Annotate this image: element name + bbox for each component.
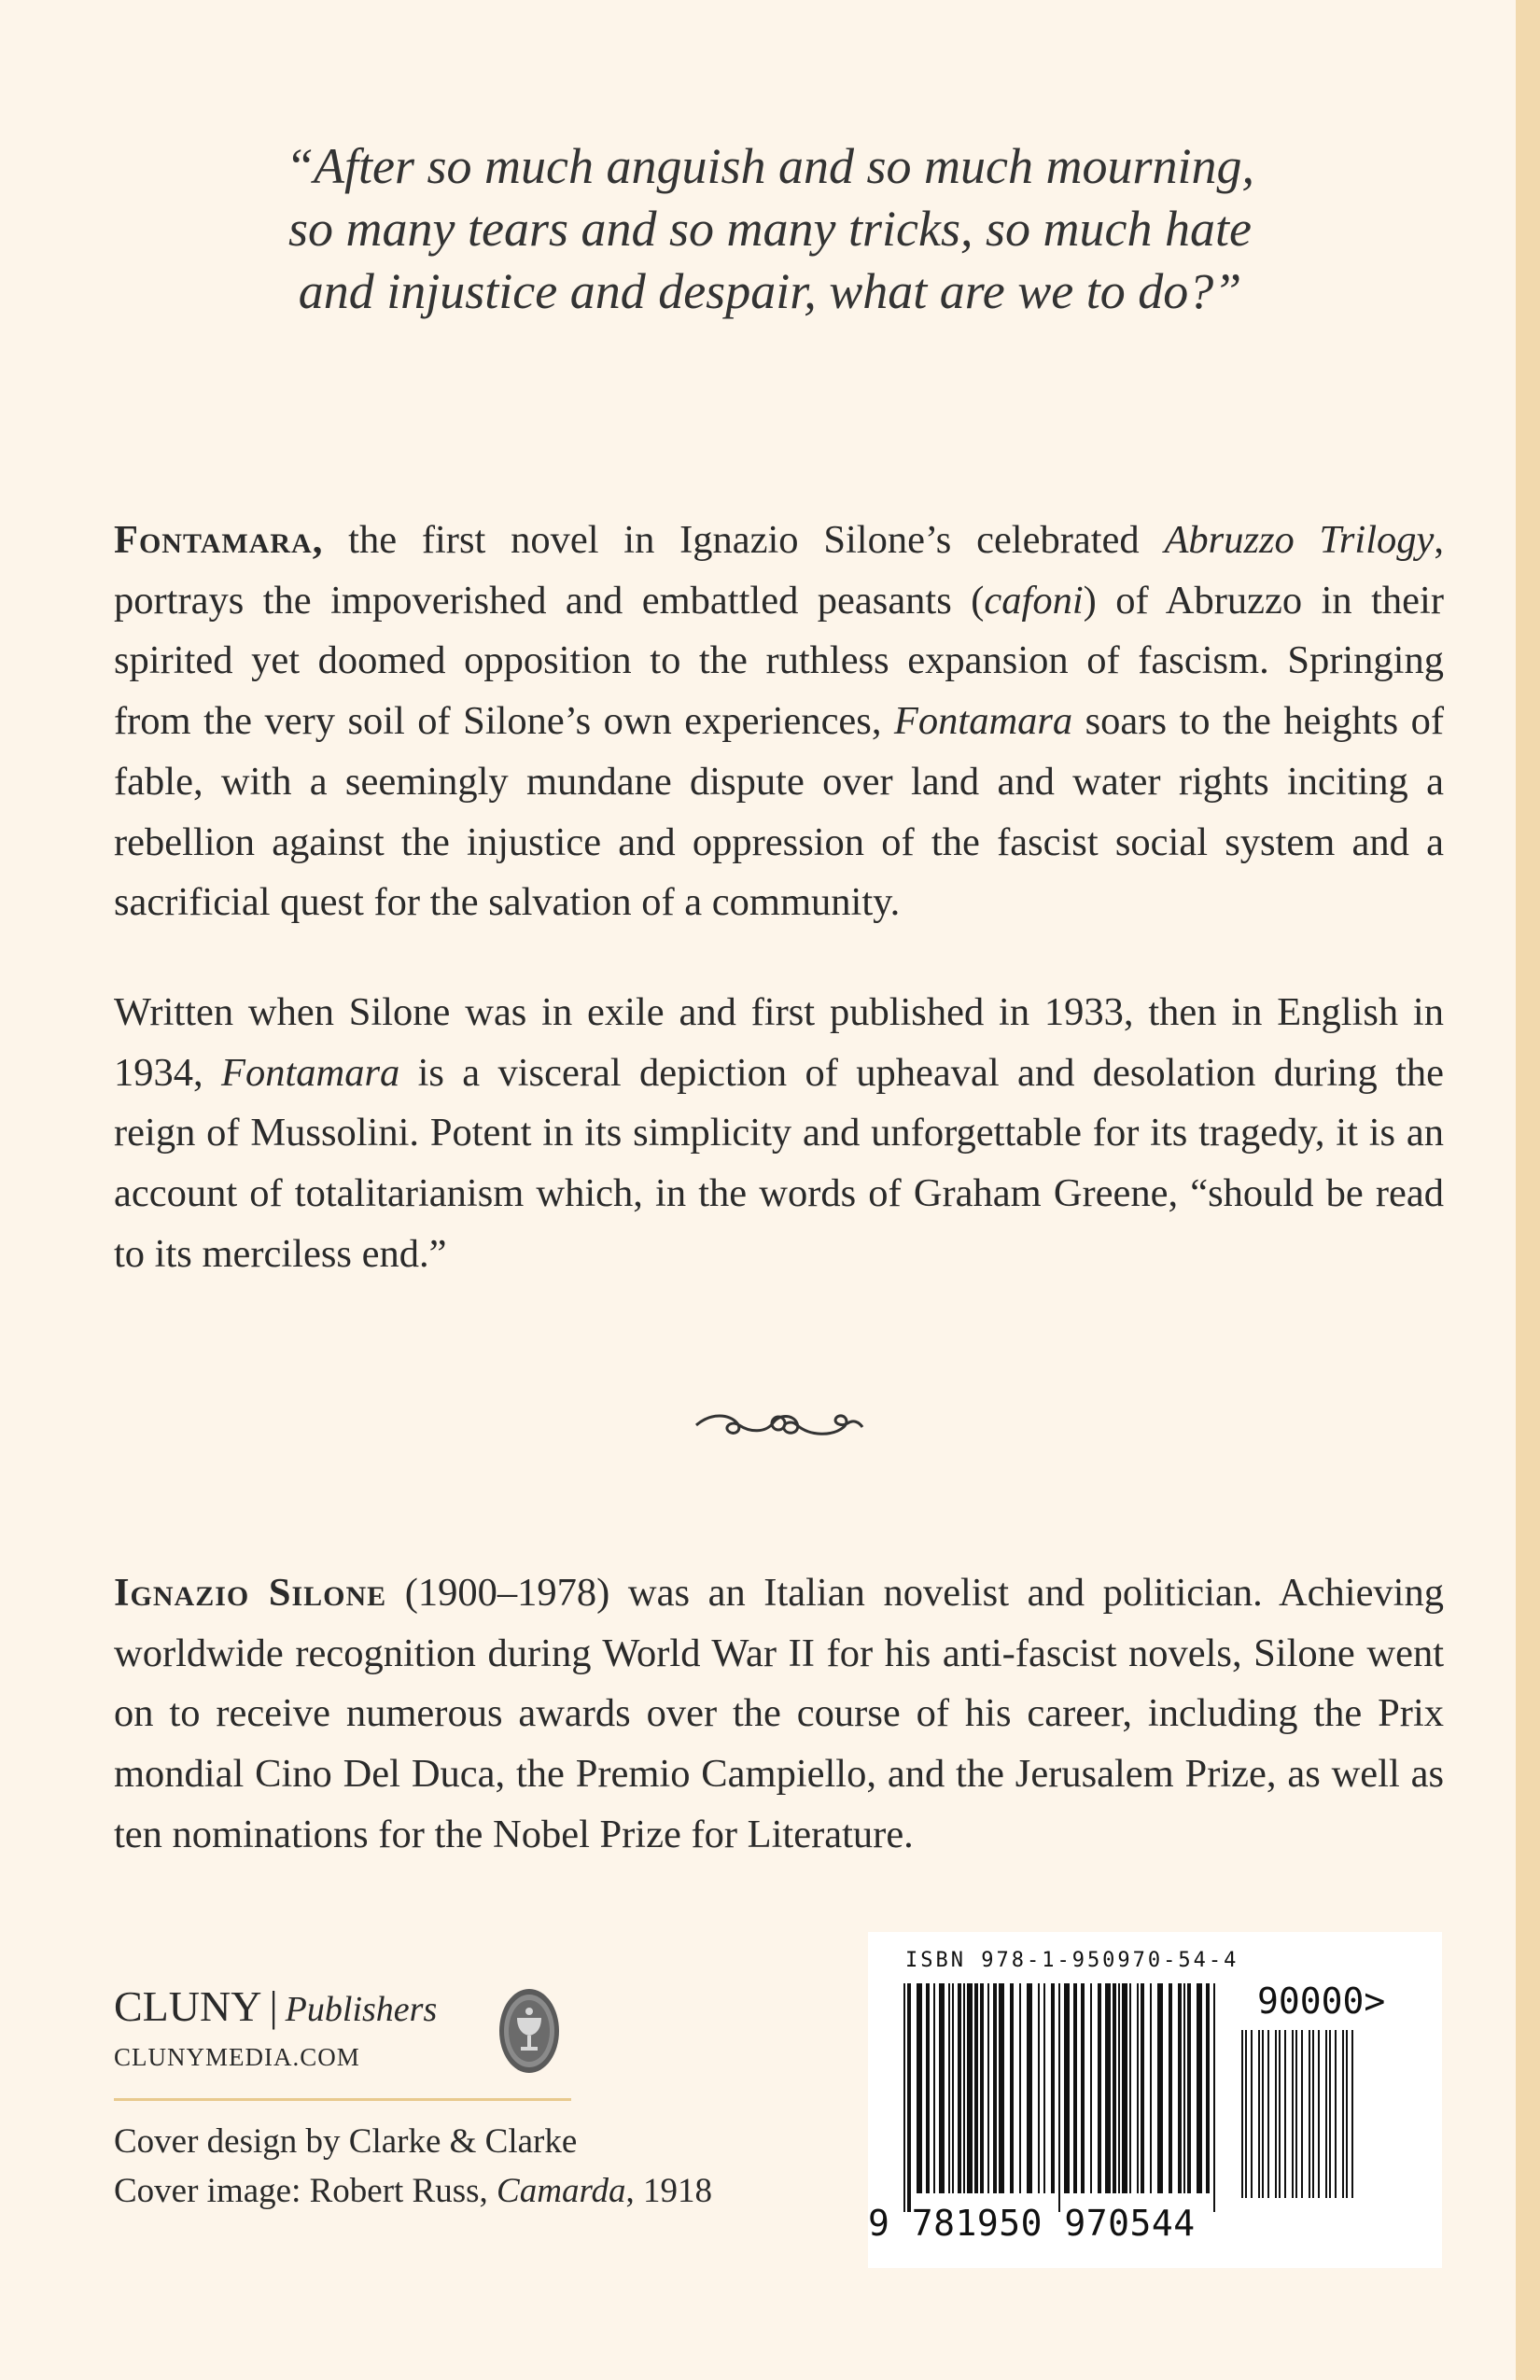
description-paragraph-2: [114, 983, 1444, 1285]
barcode-bar: [1038, 1983, 1040, 2193]
barcode-bar: [1342, 2030, 1344, 2198]
barcode-bar: [1122, 1983, 1127, 2193]
price-code-label: 90000>: [1257, 1981, 1386, 2022]
barcode-bar: [1073, 1983, 1077, 2193]
barcode-bar: [1027, 1983, 1032, 2193]
barcode-bar: [1351, 2030, 1353, 2198]
text-run: Written when Silone was in exile and first published in 1933, then in English in 1934,: [114, 990, 1444, 1095]
italic-run: Fontamara: [220, 1050, 400, 1095]
barcode-bar: [1169, 1983, 1172, 2193]
barcode-bar: [1213, 1983, 1215, 2212]
design-credit: Cover design by Clarke & Clarke: [114, 2122, 578, 2161]
text-run: , portrays the impoverished and embattled peasants (: [114, 518, 1444, 623]
isbn-label: ISBN 978-1-950970-54-4: [905, 1949, 1239, 1972]
author-bio: [114, 1563, 1444, 1866]
barcode-bar: [1081, 1983, 1085, 2193]
barcode-bar: [1118, 1983, 1120, 2193]
barcode-bar: [1251, 2030, 1253, 2198]
cover-credits: [114, 2117, 767, 2216]
barcode-bar: [1325, 2030, 1327, 2198]
barcode-bar: [907, 1983, 911, 2212]
barcode-bar: [1113, 1983, 1116, 2193]
barcode-bar: [1010, 1983, 1014, 2193]
barcode-bar: [939, 1983, 945, 2193]
addon-barcode-bars: [1241, 2030, 1363, 2203]
barcode-bar: [963, 1983, 965, 2193]
barcode-bar: [1187, 1983, 1191, 2193]
quote-line: and injustice and despair, what are we to do?”: [298, 263, 1242, 319]
barcode-bar: [1137, 1983, 1139, 2193]
italic-run: Abruzzo Trilogy: [1164, 518, 1435, 562]
barcode-bar: [917, 1983, 922, 2193]
barcode-bar: [1301, 2030, 1303, 2198]
barcode-bar: [1335, 2030, 1337, 2198]
barcode-bar: [952, 1983, 954, 2193]
barcode-bar: [1141, 1983, 1144, 2193]
publisher-name: CLUNY: [114, 1982, 262, 2030]
barcode-bar: [1245, 2030, 1247, 2198]
barcode-bar: [1295, 2030, 1297, 2198]
barcode-bar: [1064, 1983, 1070, 2193]
image-credit-prefix: Cover image: Robert Russ,: [114, 2172, 497, 2210]
barcode-bar: [1183, 1983, 1185, 2193]
spine-edge-strip: [1516, 0, 1540, 2380]
barcode-bar: [1019, 1983, 1021, 2193]
chalice-seal-icon: [497, 1986, 562, 2076]
barcode-bar: [1292, 2030, 1294, 2198]
barcode-bar: [1275, 2030, 1277, 2198]
barcode-bar: [1279, 2030, 1281, 2198]
barcode-bar: [1178, 1983, 1182, 2193]
italic-run: cafoni: [984, 578, 1084, 623]
bio-text: (1900–1978) was an Italian novelist and politician. Achieving worldwide recognition during World War II for his anti-fascist novels, Silone went on to receive numerous awards over the course of his career, including the Prix mondial Cino Del Duca, the Premio Campiello, and the Jerusalem Prize, as well as ten nominations for the Nobel Prize for Literature.: [114, 1571, 1444, 1856]
quote-line: so many tears and so many tricks, so much hate: [288, 201, 1252, 257]
barcode-bar: [974, 1983, 978, 2193]
barcode-bar: [967, 1983, 973, 2193]
barcode-bar: [1129, 1983, 1131, 2193]
epigraph-quote: [233, 135, 1307, 323]
barcode-bar: [1329, 2030, 1331, 2198]
barcode-bar: [1258, 2030, 1260, 2198]
barcode-bar: [1098, 1983, 1101, 2193]
publisher-subtitle: Publishers: [285, 1990, 438, 2029]
barcode-bar: [1090, 1983, 1092, 2193]
barcode-bar: [987, 1983, 989, 2193]
text-run: is a visceral depiction of upheaval and desolation during the reign of Mussolini. Potent in its simplicity and unforgettable for its tragedy, it is an account of totalitarianism which, in the words of Graham Greene, “should be read to its merciless end.”: [114, 1050, 1445, 1276]
ean-digits-label: 9 781950 970544: [868, 2203, 1196, 2244]
divider-rule: [114, 2098, 571, 2101]
publisher-url: CLUNYMEDIA.COM: [114, 2043, 360, 2071]
barcode-bar: [1346, 2030, 1348, 2198]
barcode-bar: [1058, 1983, 1060, 2212]
barcode-bar: [958, 1983, 961, 2193]
text-run: ) of Abruzzo in their spirited yet doomed opposition to the ruthless expansion of fascism. Springing from the very soil of Silone’s own experiences,: [114, 578, 1444, 744]
image-credit-suffix: , 1918: [625, 2172, 712, 2210]
text-run: soars to the heights of fable, with a seemingly mundane dispute over land and water rights inciting a rebellion against the injustice and oppression of the fascist social system and a sacrificial quest for the salvation of a community.: [114, 699, 1444, 925]
barcode-bar: [993, 1983, 997, 2193]
barcode-bar: [1105, 1983, 1111, 2193]
author-name: Ignazio Silone: [114, 1571, 387, 1615]
barcode-bar: [1312, 2030, 1314, 2198]
barcode-bar: [1284, 2030, 1286, 2198]
barcode-bar: [1262, 2030, 1264, 2198]
barcode-bar: [1241, 2030, 1243, 2198]
barcode-bar: [926, 1983, 930, 2193]
text-run: the first novel in Ignazio Silone’s celebrated: [323, 518, 1165, 562]
barcode-bar: [1197, 1983, 1202, 2193]
scroll-flourish-icon: [693, 1395, 865, 1451]
barcode-bar: [999, 1983, 1004, 2193]
publisher-separator: |: [269, 1982, 278, 2030]
italic-run: Fontamara: [893, 699, 1073, 744]
barcode-bar: [1157, 1983, 1163, 2193]
barcode-bar: [1318, 2030, 1320, 2198]
quote-line: “After so much anguish and so much mourning,: [286, 138, 1254, 194]
barcode-bar: [980, 1983, 984, 2193]
image-credit: [114, 2166, 767, 2216]
barcode-bar: [948, 1983, 950, 2193]
ean-barcode-bars: [903, 1983, 1225, 2235]
barcode-bar: [1150, 1983, 1152, 2193]
description-paragraph-1: [114, 511, 1444, 933]
barcode-bar: [933, 1983, 935, 2193]
barcode-bar: [1206, 1983, 1210, 2193]
image-credit-title: Camarda: [497, 2172, 626, 2210]
barcode-bar: [1267, 2030, 1269, 2198]
title-lead: Fontamara,: [114, 518, 324, 562]
barcode-bar: [903, 1983, 905, 2212]
isbn-barcode: [868, 1932, 1442, 2268]
barcode-bar: [1309, 2030, 1310, 2198]
barcode-bar: [1051, 1983, 1055, 2193]
barcode-bar: [1043, 1983, 1045, 2193]
